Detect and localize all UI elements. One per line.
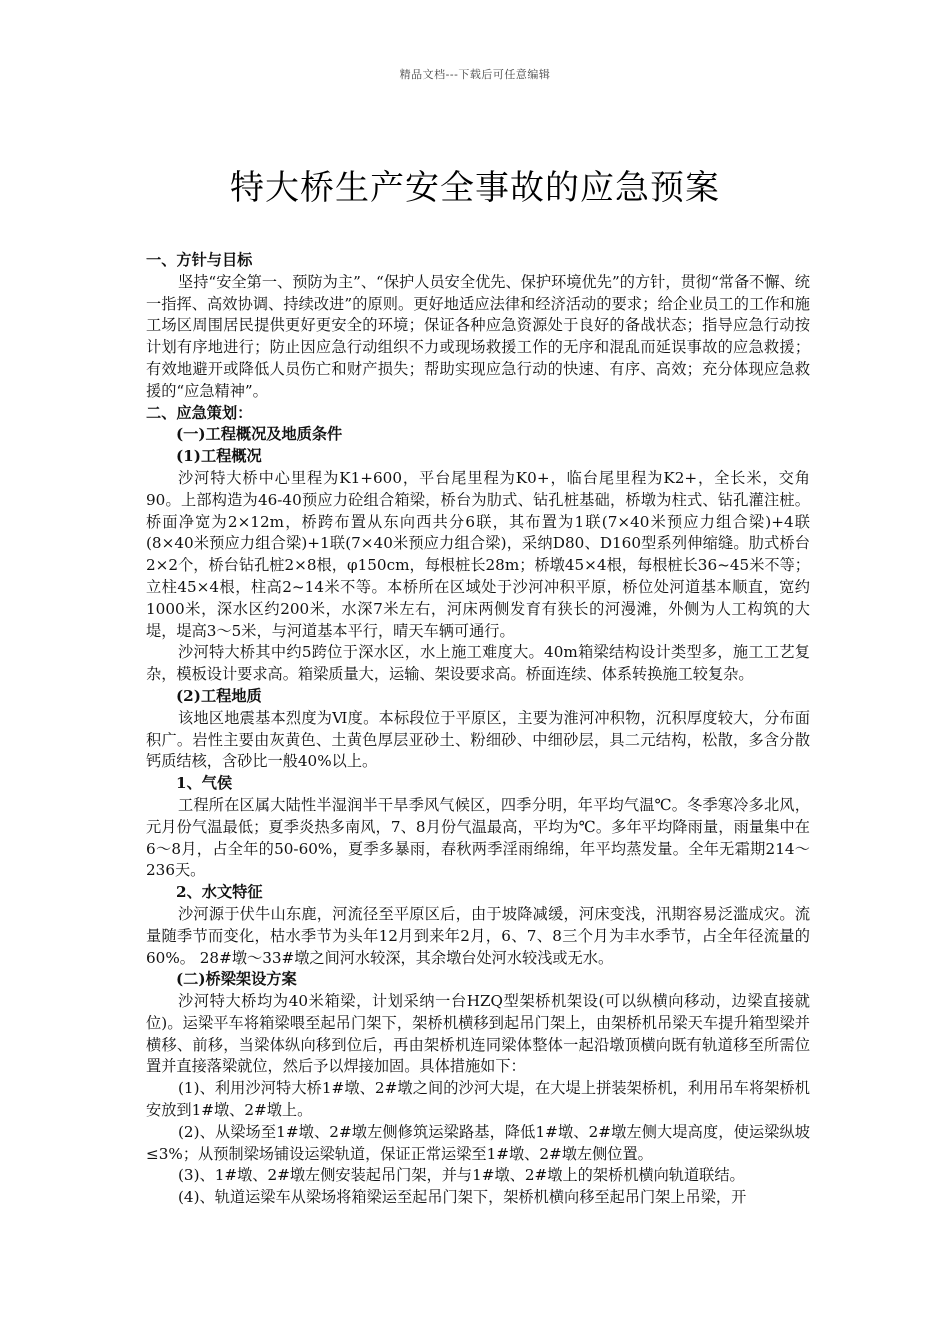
paragraph: (1)、利用沙河特大桥1#墩、2#墩之间的沙河大堤，在大堤上拼装架桥机，利用吊车将架桥机安放到1#墩、2#墩上。 xyxy=(146,1079,810,1120)
section-heading: 二、应急策划： xyxy=(146,403,253,422)
section-heading: 一、方针与目标 xyxy=(146,251,253,269)
paragraph: (4)、轨道运梁车从梁场将箱梁运至起吊门架下，架桥机横向移至起吊门架上吊梁，开 xyxy=(178,1188,747,1207)
subsection-heading: (二)桥梁架设方案 xyxy=(176,970,297,989)
subsection-heading: 1、气侯 xyxy=(176,774,233,793)
paragraph: 沙河源于伏牛山东鹿，河流径至平原区后，由于坡降减缓，河床变浅，汛期容易泛滥成灾。流量随季节而变化，枯水季节为头年12月到来年2月，6、7、8三个月为丰水季节，占全年径流量的60%。 28#墩～33#墩之间河水较深，其余墩台处河水较浅或无水。 xyxy=(146,904,810,967)
document-body xyxy=(146,250,810,1209)
subsection-heading: (2)工程地质 xyxy=(176,686,262,705)
paragraph: 该地区地震基本烈度为Ⅵ度。本标段位于平原区，主要为淮河冲积物，沉积厚度较大，分布面积广。岩性主要由灰黄色、土黄色厚层亚砂土、粉细砂、中细砂层，具二元结构，松散，多含分散钙质结核，含砂比一般40%以上。 xyxy=(146,708,810,771)
subsection-heading: 2、水文特征 xyxy=(176,883,263,902)
paragraph: 工程所在区属大陆性半湿润半干旱季风气候区，四季分明，年平均气温℃。冬季寒冷多北风，元月份气温最低；夏季炎热多南风，7、8月份气温最高，平均为℃。多年平均降雨量，雨量集中在6～8月，占全年的50-60%，夏季多暴雨，春秋两季淫雨绵绵，年平均蒸发量。全年无霜期214～236天。 xyxy=(146,795,810,880)
paragraph: (3)、1#墩、2#墩左侧安装起吊门架，并与1#墩、2#墩上的架桥机横向轨道联结。 xyxy=(178,1166,745,1185)
subsection-heading: (1)工程概况 xyxy=(176,447,262,466)
paragraph: 坚持“安全第一、预防为主”、“保护人员安全优先、保护环境优先”的方针，贯彻“常备不懈、统一指挥、高效协调、持续改进”的原则。更好地适应法律和经济活动的要求；给企业员工的工作和施工场区周围居民提供更好更安全的环境；保证各种应急资源处于良好的备战状态；指导应急行动按计划有序地进行；防止因应急行动组织不力或现场救援工作的无序和混乱而延误事故的应急救援；有效地避开或降低人员伤亡和财产损失；帮助实现应急行动的快速、有序、高效；充分体现应急救援的“应急精神”。 xyxy=(146,272,810,400)
paragraph: 沙河特大桥其中约5跨位于深水区，水上施工难度大。40m箱梁结构设计类型多，施工工艺复杂，模板设计要求高。箱梁质量大，运输、架设要求高。桥面连续、体系转换施工较复杂。 xyxy=(146,643,810,684)
subsection-heading: (一)工程概况及地质条件 xyxy=(176,425,343,444)
paragraph: 沙河特大桥中心里程为K1+600，平台尾里程为K0+，临台尾里程为K2+，全长米，交角90。上部构造为46-40预应力砼组合箱梁，桥台为肋式、钻孔桩基础，桥墩为柱式、钻孔灌注桩。桥面净宽为2×12m，桥跨布置从东向西共分6联，其布置为1联(7×40米预应力组合梁)+4联(8×40米预应力组合梁)+1联(7×40米预应力组合梁)，采纳D80、D160型系列伸缩缝。肋式桥台2×2个，桥台钻孔桩2×8根，φ150cm，每根桩长28m；桥墩45×4根，每根桩长36~45米不等；立柱45×4根，柱高2~14米不等。本桥所在区域处于沙河冲积平原，桥位处河道基本顺直，宽约1000米，深水区约200米，水深7米左右，河床两侧发育有狭长的河漫滩，外侧为人工构筑的大堤，堤高3～5米，与河道基本平行，晴天车辆可通行。 xyxy=(146,468,810,640)
paragraph: (2)、从梁场至1#墩、2#墩左侧修筑运梁路基，降低1#墩、2#墩左侧大堤高度，使运梁纵坡≤3%；从预制梁场铺设运梁轨道，保证正常运梁至1#墩、2#墩左侧位置。 xyxy=(146,1122,810,1163)
document-title: 特大桥生产安全事故的应急预案 xyxy=(230,168,720,208)
page-header: 精品文档---下载后可任意编辑 xyxy=(399,68,551,81)
paragraph: 沙河特大桥均为40米箱梁，计划采纳一台HZQ型架桥机架设(可以纵横向移动，边梁直接就位)。运梁平车将箱梁喂至起吊门架下，架桥机横移到起吊门架上，由架桥机吊梁天车提升箱型梁并横移、前移，当梁体纵向移到位后，再由架桥机连同梁体整体一起沿墩顶横向既有轨道移至所需位置并直接落梁就位，然后予以焊接加固。具体措施如下： xyxy=(146,992,810,1076)
